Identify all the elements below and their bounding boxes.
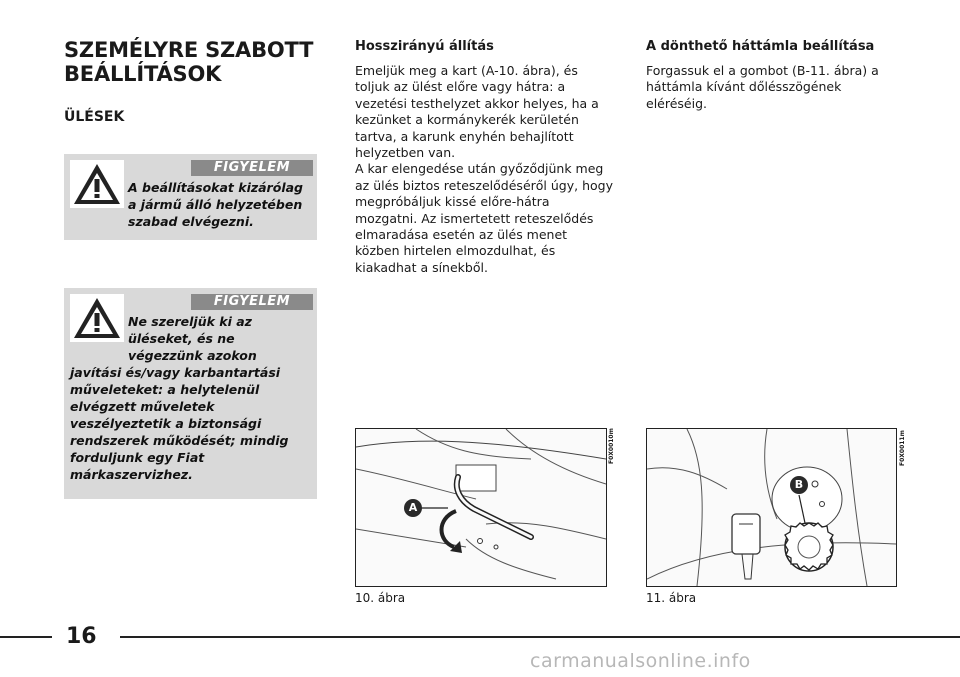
seat-lever-illustration <box>356 429 606 586</box>
longitudinal-adjust-text <box>355 63 615 276</box>
figure-11 <box>646 428 897 587</box>
warning-text: Ne szereljük ki az üléseket, és ne végezzünk azokon javítási és/vagy karbantartási műveleteket: a helytelenül elvégzett műveletek veszélyeztetik a biztonsági rendszerek működését; mindig forduljunk egy Fiat márkaszervizhez. <box>70 314 289 482</box>
warning-header: FIGYELEM <box>191 294 313 310</box>
backrest-adjust-text: Forgassuk el a gombot (B-11. ábra) a háttámla kívánt dőlésszögének eléréséig. <box>646 63 879 111</box>
footer-rule-right <box>120 636 960 638</box>
warning-box-2 <box>64 288 317 499</box>
title-line-2: BEÁLLÍTÁSOK <box>64 62 222 86</box>
warning-header: FIGYELEM <box>191 160 313 176</box>
callout-b: B <box>790 476 808 494</box>
section-title: ÜLÉSEK <box>64 109 125 125</box>
figure-caption: 11. ábra <box>646 591 697 605</box>
footer-rule-left <box>0 636 52 638</box>
figure-code: F0X0011m <box>899 430 906 466</box>
backrest-adjust-heading: A dönthető háttámla beállítása <box>646 39 875 54</box>
callout-a: A <box>404 499 422 517</box>
paragraph: A kar elengedése után győződjünk meg az ülés biztos reteszelődéséről úgy, hogy megpróbáljuk kissé előre-hátra mozgatni. Az ismertetett reteszelődés elmaradása esetén az ülés menet közben hirtelen elmozdulhat, és kiakadhat a sínekből. <box>355 161 613 275</box>
backrest-knob-illustration <box>647 429 896 586</box>
page-number: 16 <box>66 624 97 649</box>
page-title <box>64 38 324 86</box>
figure-10 <box>355 428 607 587</box>
title-line-1: SZEMÉLYRE SZABOTT <box>64 38 314 62</box>
paragraph: Emeljük meg a kart (A-10. ábra), és toljuk az ülést előre vagy hátra: a vezetési testhelyzet akkor helyes, ha a kezünket a kormánykerék kerületén tartva, a karunk enyhén behajlított helyzetben van. <box>355 63 599 161</box>
watermark[interactable]: carmanualsonline.info <box>530 650 751 672</box>
warning-text: A beállításokat kizárólag a jármű álló helyzetében szabad elvégezni. <box>128 180 303 229</box>
figure-caption: 10. ábra <box>355 591 406 605</box>
longitudinal-adjust-heading: Hosszirányú állítás <box>355 39 494 54</box>
figure-code: F0X0010m <box>608 428 615 464</box>
warning-box-1 <box>64 154 317 240</box>
